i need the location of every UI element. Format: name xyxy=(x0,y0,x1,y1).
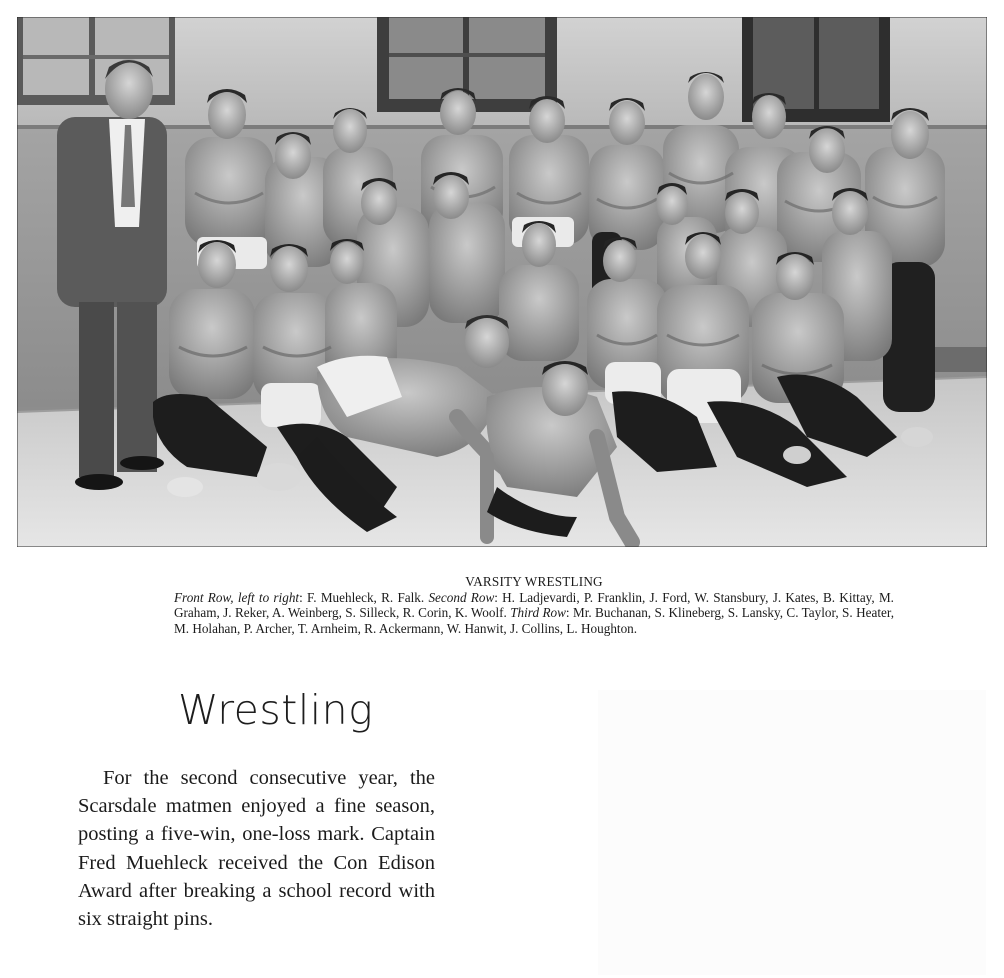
third-row-label: Third Row xyxy=(510,605,566,620)
photo-caption xyxy=(174,574,894,636)
third-row-names: : Mr. Buchanan, S. Klineberg, S. Lansky, C. Taylor, S. Heater, M. Holahan, P. Archer, T. Arnheim, R. Ackermann, W. Hanwit, J. Collins, L. Houghton. xyxy=(174,605,895,636)
team-photo xyxy=(17,17,987,547)
front-row-names: : F. Muehleck, R. Falk. xyxy=(299,589,429,605)
caption-title: VARSITY WRESTLING xyxy=(465,574,603,589)
blank-area xyxy=(598,690,986,975)
article-heading: Wrestling xyxy=(178,686,374,734)
caption-roster xyxy=(174,590,894,637)
second-row-names: : H. Ladjevardi, P. Franklin, J. Ford, W. Stansbury, J. Kates, B. Kittay, M. Graham, J. Reker, A. Weinberg, S. Silleck, R. Corin, K. Woolf. xyxy=(174,589,894,620)
article-body: For the second consecutive year, the Scarsdale matmen enjoyed a fine season, posting a five-win, one-loss mark. Captain Fred Muehleck received the Con Edison Award after breaking a school record with six straight pins. xyxy=(78,767,435,931)
front-row-label: Front Row, left to right xyxy=(174,589,300,605)
team-photo-illustration xyxy=(17,17,987,547)
second-row-label: Second Row xyxy=(428,589,495,605)
